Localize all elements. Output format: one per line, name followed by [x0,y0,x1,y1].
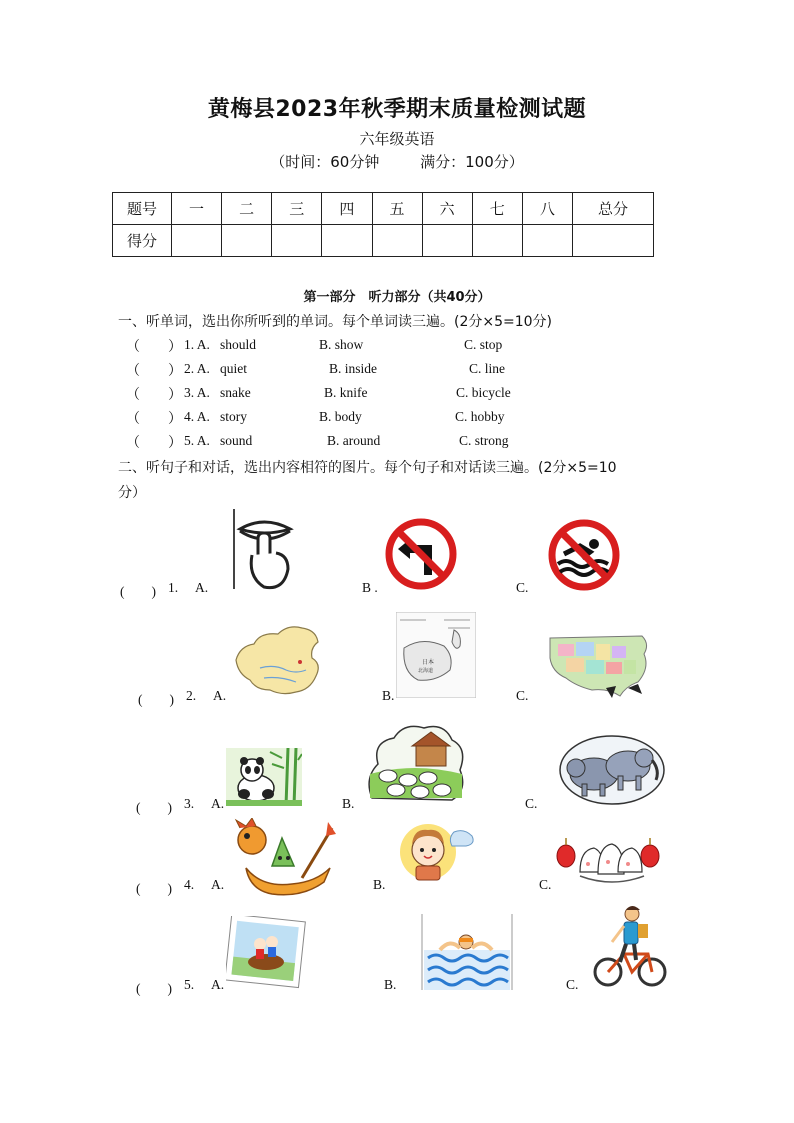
q1-item [126,360,686,384]
exam-full-score: 满分：100分） [420,153,524,171]
score-input-cell[interactable] [372,225,422,257]
map-label: 北海道 [418,668,434,674]
no-swimming-sign-icon [546,518,622,592]
score-input-cell[interactable] [422,225,472,257]
answer-paren[interactable]: ( ) [136,981,172,996]
option-a-label: A. [211,877,225,892]
score-cell: 三 [272,193,322,225]
score-table [112,192,654,257]
dumplings-lanterns-picture-icon [556,832,660,890]
q1-item [126,432,686,456]
item-number: 5. [184,977,195,992]
answer-paren[interactable]: ( ) [136,881,172,896]
option-c: C. hobby [455,409,505,424]
score-cell: 七 [472,193,522,225]
exam-time-score [0,151,794,172]
option-b: B. knife [324,385,368,400]
score-input-cell[interactable] [322,225,372,257]
exam-title: 黄梅县2023年秋季期末质量检测试题 [207,97,587,122]
option-c-label: C. [516,688,529,703]
option-a: should [220,337,257,352]
japan-map-icon [396,612,476,698]
score-cell: 总分 [573,193,654,225]
answer-paren[interactable]: ( ) [120,584,156,599]
option-b-label: B . [362,580,378,595]
item-number: 3. [184,796,195,811]
option-a: snake [220,385,251,400]
item-number: 5. A. [184,433,210,448]
option-b: B. body [319,409,362,424]
swimmer-picture-icon [420,914,514,990]
horse-riding-photo-icon [226,916,312,992]
score-input-cell[interactable] [522,225,572,257]
china-map-icon [230,620,328,698]
exam-subtitle: 六年级英语 [359,130,435,148]
answer-paren[interactable]: （ ） [126,435,182,451]
score-cell: 得分 [113,225,172,257]
option-a: quiet [220,361,247,376]
option-c-label: C. [525,796,538,811]
exam-time: （时间：60分钟 [270,153,380,171]
answer-paren[interactable]: （ ） [126,387,182,403]
answer-paren[interactable]: ( ) [136,800,172,815]
score-cell: 五 [372,193,422,225]
score-cell: 一 [172,193,222,225]
option-b: B. show [319,337,364,352]
score-cell: 二 [222,193,272,225]
answer-paren[interactable]: （ ） [126,411,182,427]
score-input-cell[interactable] [272,225,322,257]
option-a-label: A. [211,977,225,992]
score-table-score-row [113,225,654,257]
usa-map-icon [546,628,654,700]
option-b: B. inside [329,361,378,376]
item-number: 1. A. [184,337,210,352]
option-c: C. bicycle [456,385,511,400]
option-c-label: C. [566,977,579,992]
item-number: 3. A. [184,385,210,400]
quiet-sign-icon [230,507,298,591]
option-c-label: C. [516,580,529,595]
option-b-label: B. [373,877,386,892]
option-c-label: C. [539,877,552,892]
item-number: 2. [186,688,197,703]
option-a-label: A. [195,580,209,595]
option-a: story [220,409,247,424]
answer-paren[interactable]: ( ) [138,692,174,707]
score-cell: 六 [422,193,472,225]
item-number: 4. A. [184,409,210,424]
elephants-picture-icon [556,730,668,806]
sheep-farm-picture-icon [364,718,468,806]
panda-picture-icon [226,748,302,806]
q1-instruction: 一、听单词，选出你所听到的单词。每个单词读三遍。(2分×5=10分) [118,314,553,330]
option-c: C. line [469,361,505,376]
dragon-boat-picture-icon [232,818,338,900]
option-b: B. around [327,433,381,448]
option-b-label: B. [382,688,395,703]
item-number: 4. [184,877,195,892]
answer-paren[interactable]: （ ） [126,363,182,379]
score-table-header-row [113,193,654,225]
answer-paren[interactable]: （ ） [126,339,182,355]
map-label: 日本 [422,659,435,666]
score-cell: 题号 [113,193,172,225]
no-left-turn-sign-icon [384,517,458,591]
score-input-cell[interactable] [472,225,522,257]
girl-mooncake-picture-icon [394,822,476,888]
cyclist-picture-icon [590,902,672,988]
item-number: 1. [168,580,179,595]
q1-item [126,408,686,432]
option-a: sound [220,433,253,448]
part1-heading: 第一部分 听力部分（共40分） [303,290,491,305]
score-input-cell[interactable] [573,225,654,257]
option-b-label: B. [342,796,355,811]
item-number: 2. A. [184,361,210,376]
score-cell: 八 [522,193,572,225]
option-a-label: A. [213,688,227,703]
option-c: C. stop [464,337,503,352]
score-input-cell[interactable] [222,225,272,257]
q1-item [126,336,686,360]
option-c: C. strong [459,433,509,448]
q1-item [126,384,686,408]
q2-instruction-line2: 分） [118,485,146,501]
option-a-label: A. [211,796,225,811]
option-b-label: B. [384,977,397,992]
q2-instruction-line1: 二、听句子和对话，选出内容相符的图片。每个句子和对话读三遍。(2分×5=10 [118,460,617,476]
score-cell: 四 [322,193,372,225]
score-input-cell[interactable] [172,225,222,257]
